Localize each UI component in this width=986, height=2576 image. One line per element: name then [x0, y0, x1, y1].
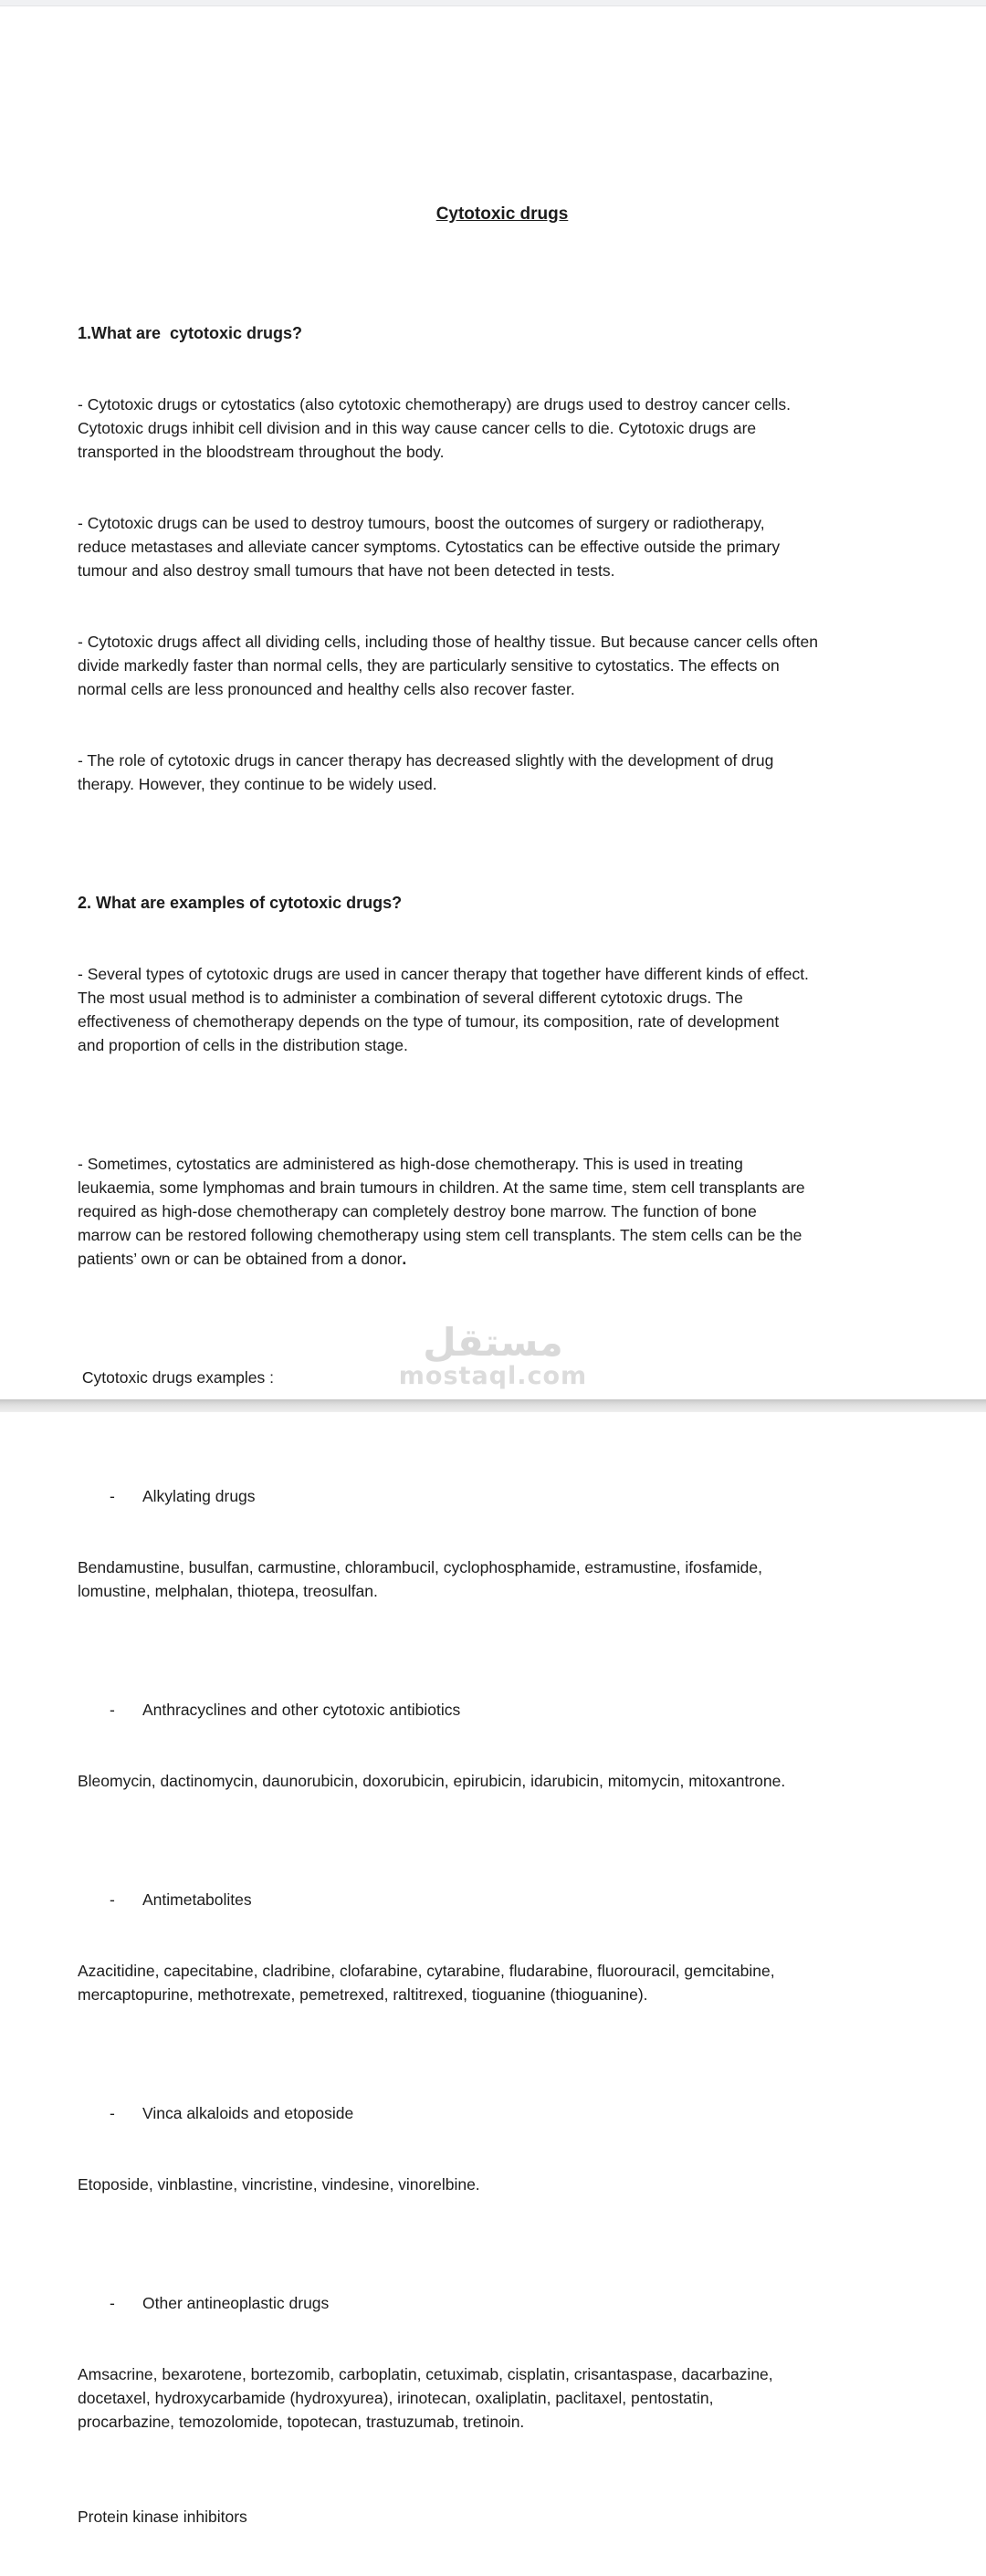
- paragraph: - Cytotoxic drugs or cytostatics (also cytotoxic chemotherapy) are drugs used to destroy cancer cells. Cytotoxic drugs inhibit cell division and in this way cause cancer cells to die. Cytotoxic drugs are transported in the bloodstream throughout the body.: [78, 395, 792, 461]
- drug-group-name: Anthracyclines and other cytotoxic antibiotics: [142, 1701, 461, 1719]
- watermark: [0, 1322, 986, 1389]
- document-title: Cytotoxic drugs: [435, 204, 569, 224]
- drug-list: Azacitidine, capecitabine, cladribine, clofarabine, cytarabine, fludarabine, fluorouracil, gemcitabine, mercaptopurine, methotrexate, pemetrexed, raltitrexed, tioguanine (thioguanine).: [78, 1962, 775, 2004]
- question-1-heading: 1.What are cytotoxic drugs?: [78, 324, 303, 342]
- bullet-dash: -: [110, 1890, 115, 1909]
- document-page: [0, 5, 986, 2576]
- mostaql-logo-arabic: مستقل: [423, 1320, 563, 1365]
- mostaql-domain-text: mostaql.com: [398, 1362, 588, 1390]
- bullet-dash: -: [110, 2104, 115, 2122]
- trailing-line: Protein kinase inhibitors: [78, 2508, 247, 2526]
- drug-list: Bleomycin, dactinomycin, daunorubicin, doxorubicin, epirubicin, idarubicin, mitomycin, mitoxantrone.: [78, 1772, 786, 1790]
- drug-group-bullet: [78, 1698, 927, 1722]
- examples-label: Cytotoxic drugs examples :: [78, 1368, 274, 1387]
- bold-period: .: [402, 1250, 407, 1268]
- drug-group-name: Other antineoplastic drugs: [142, 2294, 330, 2312]
- drug-group-bullet: [78, 1888, 927, 1911]
- paragraph: - Cytotoxic drugs can be used to destroy tumours, boost the outcomes of surgery or radiotherapy, reduce metastases and alleviate cancer symptoms. Cytostatics can be effective outside the primary tumour and also destroy small tumours that have not been detected in tests.: [78, 514, 781, 580]
- paragraph: - Cytotoxic drugs affect all dividing cells, including those of healthy tissue. But because cancer cells often divide markedly faster than normal cells, they are particularly sensitive to cytostatics. The effects on normal cells are less pronounced and healthy cells also recover faster.: [78, 633, 818, 698]
- paragraph: - Several types of cytotoxic drugs are used in cancer therapy that together have different kinds of effect. The most usual method is to administer a combination of several different cytotoxic drugs. The effectiveness of chemotherapy depends on the type of tumour, its composition, rate of development and proportion of cells in the distribution stage.: [78, 965, 809, 1054]
- drug-group-name: Antimetabolites: [142, 1890, 252, 1909]
- drug-group-bullet: [78, 1484, 927, 1508]
- question-2-heading: 2. What are examples of cytotoxic drugs?: [78, 894, 403, 912]
- page-bottom-shadow: [0, 1399, 986, 1412]
- bullet-dash: -: [110, 1701, 115, 1719]
- paragraph-text: - Sometimes, cytostatics are administered as high-dose chemotherapy. This is used in treating leukaemia, some lymphomas and brain tumours in children. At the same time, stem cell transplants are required as high-dose chemotherapy can completely destroy bone marrow. The function of bone marrow can be restored following chemotherapy using stem cell transplants. The stem cells can be the patients’ own or can be obtained from a donor: [78, 1155, 805, 1268]
- paragraph: - The role of cytotoxic drugs in cancer therapy has decreased slightly with the development of drug therapy. However, they continue to be widely used.: [78, 751, 774, 793]
- paragraph: [78, 1152, 927, 1271]
- drug-group-name: Vinca alkaloids and etoposide: [142, 2104, 354, 2122]
- bullet-dash: -: [110, 2294, 115, 2312]
- drug-list: Bendamustine, busulfan, carmustine, chlorambucil, cyclophosphamide, estramustine, ifosfamide, lomustine, melphalan, thiotepa, treosulfan.: [78, 1558, 762, 1600]
- drug-list: Etoposide, vinblastine, vincristine, vindesine, vinorelbine.: [78, 2175, 480, 2194]
- drug-group-bullet: [78, 2291, 927, 2315]
- drug-group-name: Alkylating drugs: [142, 1487, 256, 1505]
- drug-list: Amsacrine, bexarotene, bortezomib, carboplatin, cetuximab, cisplatin, crisantaspase, dacarbazine, docetaxel, hydroxycarbamide (hydroxyurea), irinotecan, oxaliplatin, paclitaxel, pentostatin, procarbazine, temozolomide, topotecan, trastuzumab, tretinoin.: [78, 2365, 773, 2431]
- drug-group-bullet: [78, 2101, 927, 2125]
- bullet-dash: -: [110, 1487, 115, 1505]
